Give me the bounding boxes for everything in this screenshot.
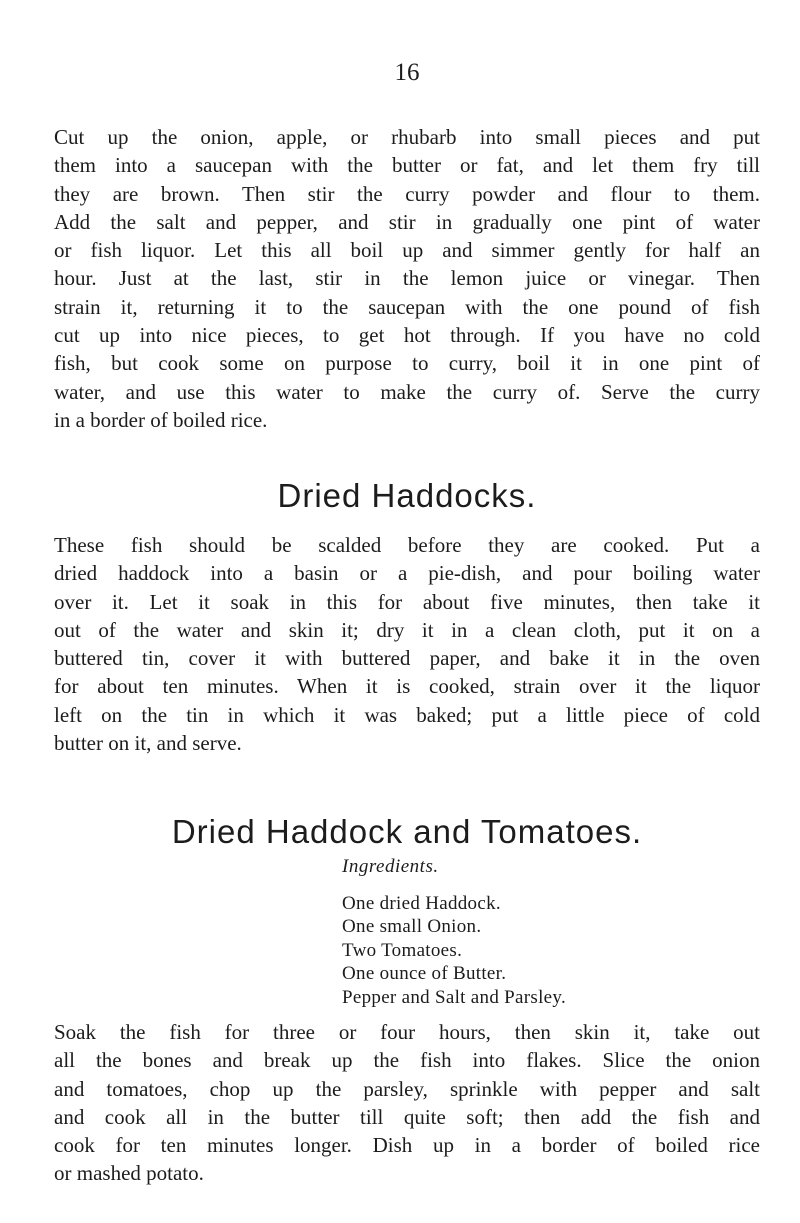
section-heading-dried-haddock-and-tomatoes: Dried Haddock and Tomatoes. bbox=[171, 813, 643, 850]
text-line: in a border of boiled rice. bbox=[54, 407, 268, 432]
ingredients-label: Ingredients. bbox=[342, 856, 439, 877]
text-line: Cut up the onion, apple, or rhubarb into small pieces and put bbox=[54, 125, 760, 149]
text-line: water, and use this water to make the curry of. Serve the curry bbox=[54, 379, 760, 404]
text-line: Add the salt and pepper, and stir in gradually one pint of water bbox=[54, 209, 760, 234]
text-line: all the bones and break up the fish into flakes. Slice the onion bbox=[54, 1048, 760, 1073]
ingredient-item: Pepper and Salt and Parsley. bbox=[342, 986, 567, 1008]
text-line: strain it, returning it to the saucepan with the one pound of fish bbox=[54, 294, 760, 319]
text-line: cut up into nice pieces, to get hot through. If you have no cold bbox=[54, 323, 760, 348]
text-line: them into a saucepan with the butter or fat, and let them fry till bbox=[54, 153, 760, 178]
text-line: over it. Let it soak in this for about five minutes, then take it bbox=[54, 589, 760, 614]
dried-haddocks-paragraph bbox=[54, 531, 760, 757]
text-line: butter on it, and serve. bbox=[54, 731, 242, 756]
text-line: Soak the fish for three or four hours, then skin it, take out bbox=[54, 1020, 760, 1044]
text-line: and tomatoes, chop up the parsley, sprinkle with pepper and salt bbox=[54, 1076, 760, 1101]
text-line: hour. Just at the last, stir in the lemon juice or vinegar. Then bbox=[54, 266, 760, 291]
intro-paragraph bbox=[54, 123, 760, 434]
text-line: cook for ten minutes longer. Dish up in a border of boiled rice bbox=[54, 1133, 760, 1158]
ingredient-item: One dried Haddock. bbox=[342, 893, 501, 914]
text-line: for about ten minutes. When it is cooked, strain over it the liquor bbox=[54, 674, 760, 699]
text-line: dried haddock into a basin or a pie-dish, and pour boiling water bbox=[54, 561, 760, 586]
text-line: or fish liquor. Let this all boil up and simmer gently for half an bbox=[54, 238, 760, 263]
text-line: they are brown. Then stir the curry powder and flour to them. bbox=[54, 181, 760, 206]
text-line: left on the tin in which it was baked; put a little piece of cold bbox=[54, 702, 760, 727]
text-line: or mashed potato. bbox=[54, 1161, 204, 1186]
ingredient-item: Two Tomatoes. bbox=[342, 939, 463, 961]
text-line: fish, but cook some on purpose to curry, boil it in one pint of bbox=[54, 351, 760, 376]
ingredient-item: One small Onion. bbox=[342, 916, 482, 938]
page-number: 16 bbox=[394, 59, 420, 86]
section-heading-dried-haddocks: Dried Haddocks. bbox=[277, 477, 537, 514]
dried-haddock-tomatoes-paragraph bbox=[54, 1018, 760, 1188]
text-line: and cook all in the butter till quite soft; then add the fish and bbox=[54, 1104, 760, 1129]
ingredient-item: One ounce of Butter. bbox=[342, 963, 507, 985]
text-line: out of the water and skin it; dry it in a clean cloth, put it on a bbox=[54, 617, 760, 642]
ingredients-list bbox=[342, 892, 566, 1009]
text-line: buttered tin, cover it with buttered paper, and bake it in the oven bbox=[54, 646, 760, 671]
text-line: These fish should be scalded before they are cooked. Put a bbox=[54, 533, 760, 557]
